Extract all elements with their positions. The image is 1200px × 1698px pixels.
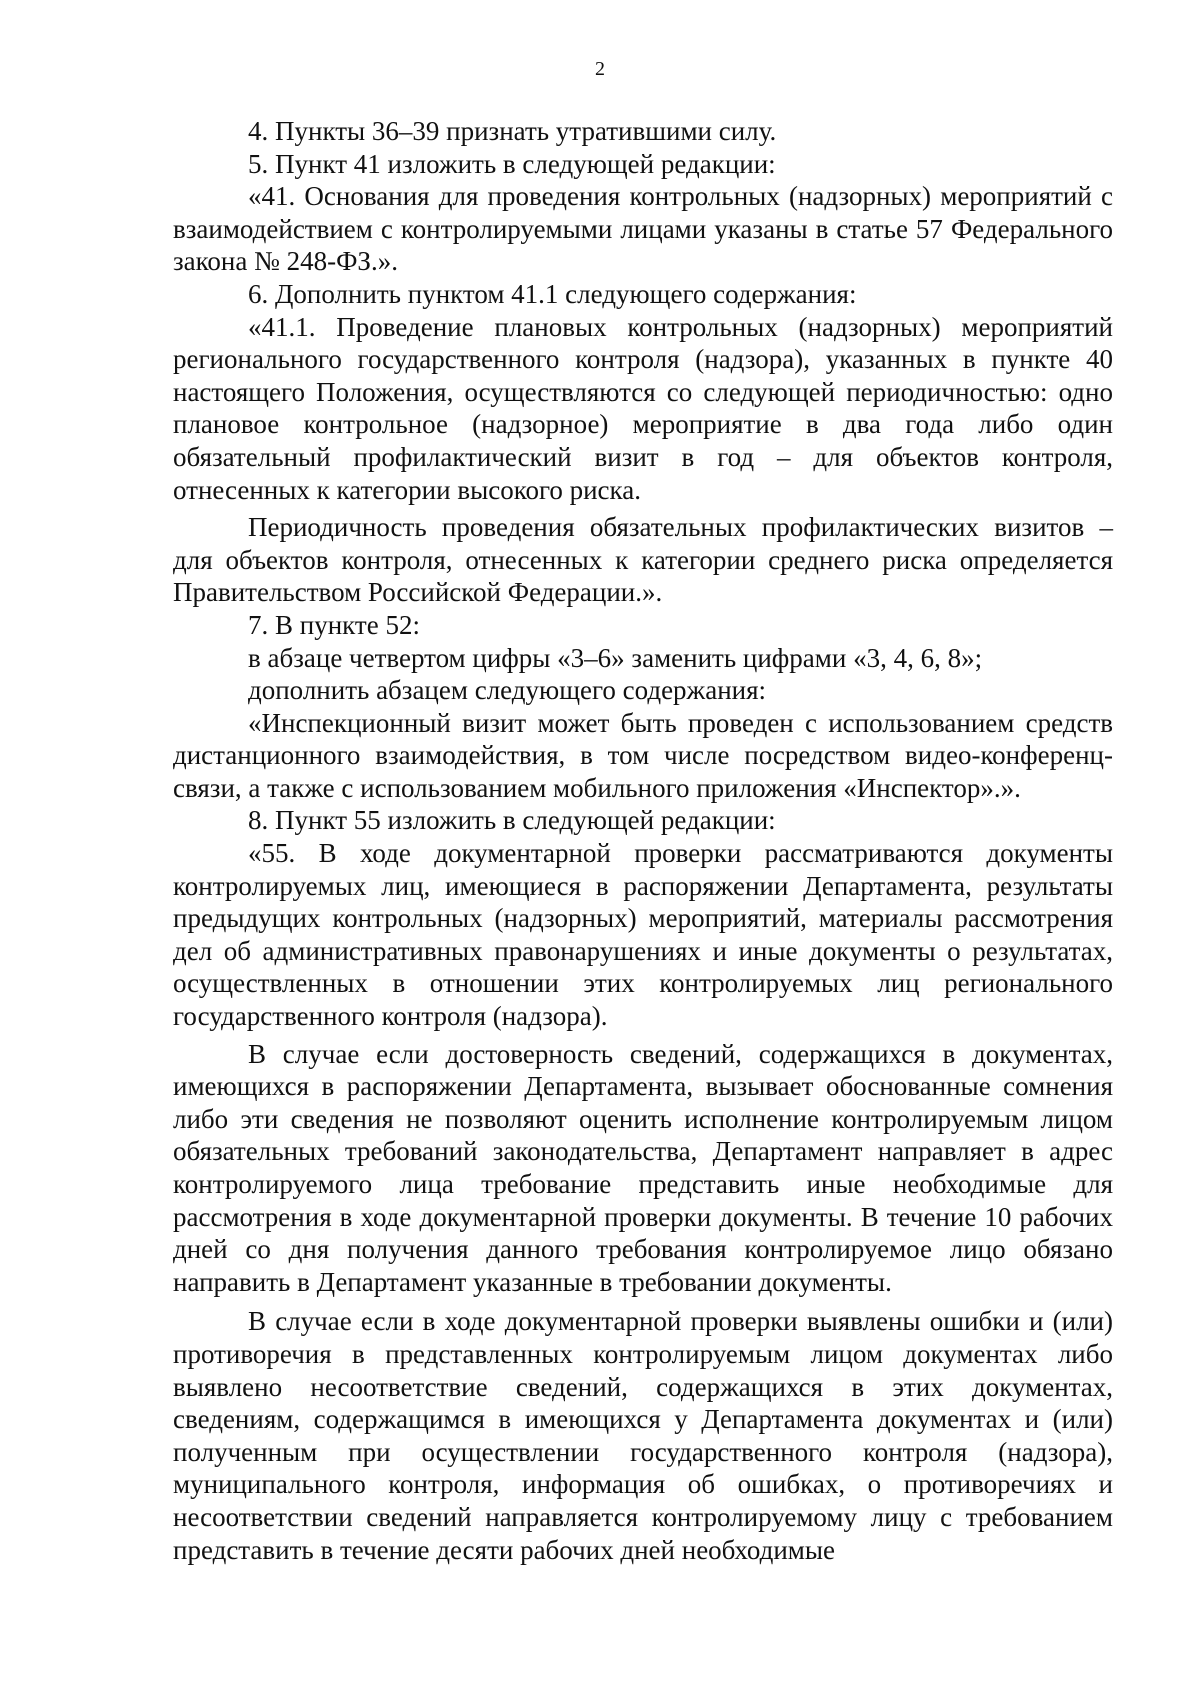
paragraph-errors-case: В случае если в ходе документарной проверки выявлены ошибки и (или) противоречия в представленных контролируемым лицом документах либо выявлено несоответствие сведений, содержащихся в этих документах, сведениям, содержащимся в имеющихся у Департамента документах и (или) полученным при осуществлении государственного контроля (надзора), муниципального контроля, информация об ошибках, о противоречиях и несоответствии сведений направляется контролируемому лицу с требованием представить в течение десяти рабочих дней необходимые: [173, 1306, 1113, 1565]
paragraph-add-clause: дополнить абзацем следующего содержания:: [248, 675, 767, 706]
paragraph-item-6: 6. Дополнить пунктом 41.1 следующего содержания:: [248, 278, 857, 309]
paragraph-doubt-case: В случае если достоверность сведений, содержащихся в документах, имеющихся в распоряжении Департамента, вызывает обоснованные сомнения либо эти сведения не позволяют оценить исполнение контролируемым лицом обязательных требований законодательства, Департамент направляет в адрес контролируемого лица требование представить иные необходимые для рассмотрения в ходе документарной проверки документы. В течение 10 рабочих дней со дня получения данного требования контролируемое лицо обязано направить в Департамент указанные в требовании документы.: [173, 1038, 1113, 1297]
paragraph-quote-inspection: «Инспекционный визит может быть проведен с использованием средств дистанционного взаимодействия, в том числе посредством видео-конференц-связи, а также с использованием мобильного приложения «Инспектор».».: [173, 707, 1113, 803]
paragraph-item-8: 8. Пункт 55 изложить в следующей редакции:: [248, 805, 776, 836]
paragraph-item-7: 7. В пункте 52:: [248, 609, 420, 640]
paragraph-item-5: 5. Пункт 41 изложить в следующей редакции:: [248, 148, 776, 179]
paragraph-quote-41-1: «41.1. Проведение плановых контрольных (надзорных) мероприятий регионального государственного контроля (надзора), указанных в пункте 40 настоящего Положения, осуществляются со следующей периодичностью: одно плановое контрольное (надзорное) мероприятие в два года либо один обязательный профилактический визит в год – для объектов контроля, отнесенных к категории высокого риска.: [173, 311, 1113, 505]
page-number: 2: [595, 58, 605, 80]
paragraph-quote-41: «41. Основания для проведения контрольных (надзорных) мероприятий с взаимодействием с контролируемыми лицами указаны в статье 57 Федерального закона № 248-ФЗ.».: [173, 181, 1113, 277]
paragraph-replace-digits: в абзаце четвертом цифры «3–6» заменить цифрами «3, 4, 6, 8»;: [248, 642, 983, 673]
paragraph-item-4: 4. Пункты 36–39 признать утратившими силу.: [248, 116, 777, 146]
paragraph-periodicity: Периодичность проведения обязательных профилактических визитов – для объектов контроля, отнесенных к категории среднего риска определяется Правительством Российской Федерации.».: [173, 512, 1113, 608]
paragraph-quote-55: «55. В ходе документарной проверки рассматриваются документы контролируемых лиц, имеющиеся в распоряжении Департамента, результаты предыдущих контрольных (надзорных) мероприятий, материалы рассмотрения дел об административных правонарушениях и иные документы о результатах, осуществленных в отношении этих контролируемых лиц регионального государственного контроля (надзора).: [173, 838, 1113, 1032]
document-body: [173, 115, 1113, 1566]
